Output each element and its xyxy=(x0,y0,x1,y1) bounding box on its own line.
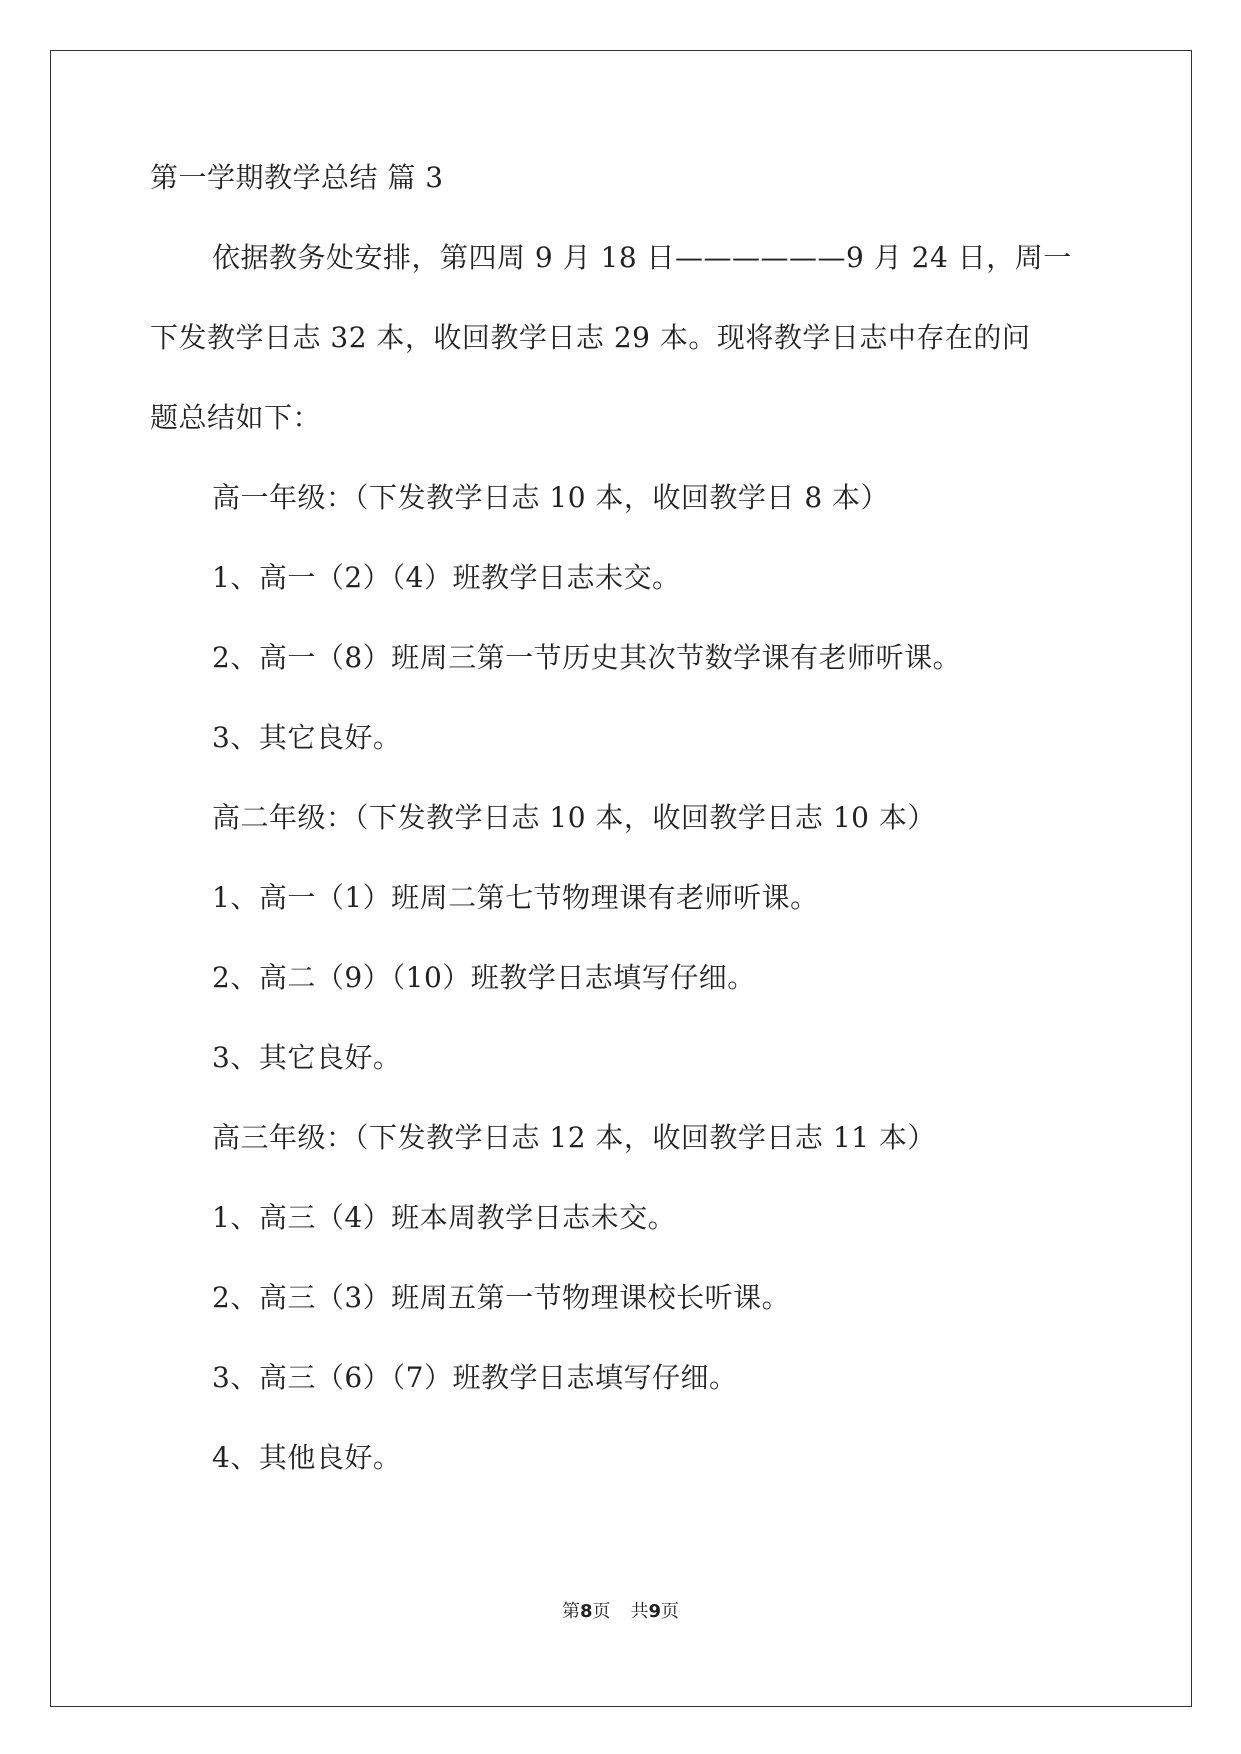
footer-total-suffix: 页 xyxy=(661,1601,680,1622)
paragraph-intro-line-3: 题总结如下： xyxy=(150,401,322,434)
grade-3-item-4: 4、其他良好。 xyxy=(212,1441,402,1474)
footer-page-current: 8 xyxy=(579,1601,593,1622)
grade-2-item-2: 2、高二（9）（10）班教学日志填写仔细。 xyxy=(212,961,756,994)
grade-3-item-1: 1、高三（4）班本周教学日志未交。 xyxy=(212,1201,677,1234)
footer-page-total: 9 xyxy=(648,1601,662,1622)
footer-page-suffix: 页 xyxy=(592,1601,611,1622)
page-footer xyxy=(0,1600,1241,1624)
grade-3-item-2: 2、高三（3）班周五第一节物理课校长听课。 xyxy=(212,1281,791,1314)
grade-2-heading: 高二年级：（下发教学日志 10 本，收回教学日志 10 本） xyxy=(212,801,936,834)
paragraph-intro-line-2: 下发教学日志 32 本，收回教学日志 29 本。现将教学日志中存在的问 xyxy=(150,321,1031,354)
grade-3-heading: 高三年级：（下发教学日志 12 本，收回教学日志 11 本） xyxy=(212,1121,936,1154)
grade-1-item-3: 3、其它良好。 xyxy=(212,721,402,754)
paragraph-intro-line-1: 依据教务处安排，第四周 9 月 18 日——————9 月 24 日，周一 xyxy=(212,241,1072,274)
document-title: 第一学期教学总结 篇 3 xyxy=(150,161,444,194)
grade-1-heading: 高一年级：（下发教学日志 10 本，收回教学日 8 本） xyxy=(212,481,890,514)
grade-2-item-3: 3、其它良好。 xyxy=(212,1041,402,1074)
footer-page-prefix: 第 xyxy=(561,1601,580,1622)
footer-total-prefix: 共 xyxy=(630,1601,649,1622)
grade-2-item-1: 1、高一（1）班周二第七节物理课有老师听课。 xyxy=(212,881,819,914)
grade-3-item-3: 3、高三（6）（7）班教学日志填写仔细。 xyxy=(212,1361,738,1394)
grade-1-item-2: 2、高一（8）班周三第一节历史其次节数学课有老师听课。 xyxy=(212,641,962,674)
grade-1-item-1: 1、高一（2）（4）班教学日志未交。 xyxy=(212,561,681,594)
